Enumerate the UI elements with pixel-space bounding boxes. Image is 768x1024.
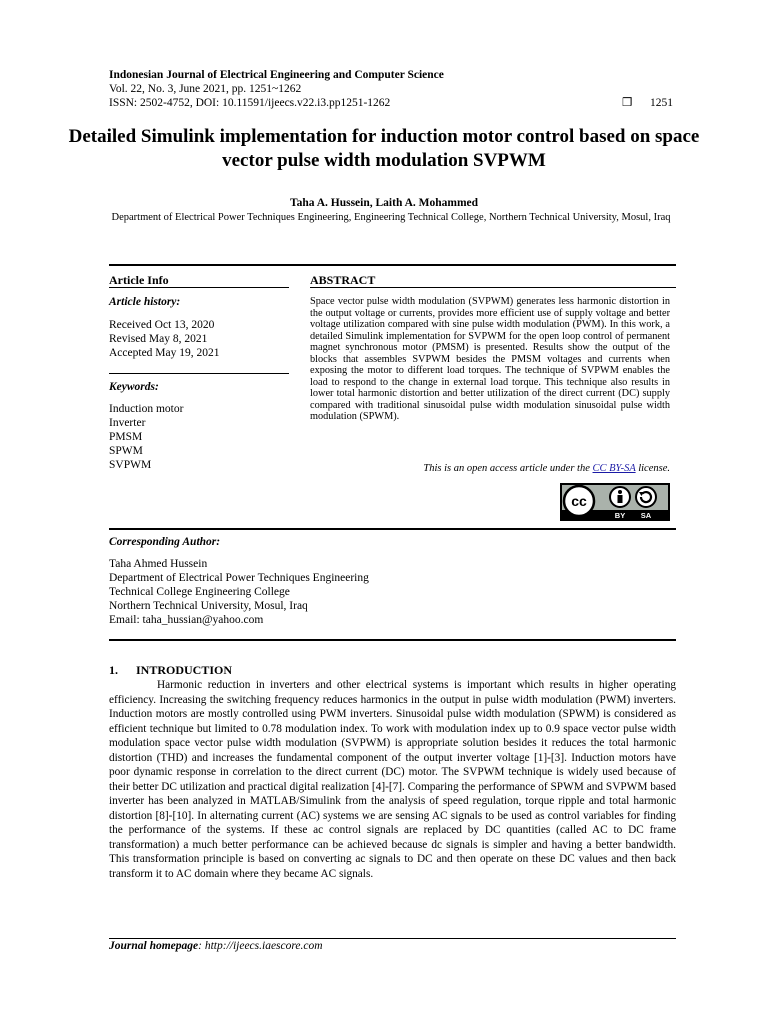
corresponding-name: Taha Ahmed Hussein <box>109 558 208 570</box>
keywords-rule <box>109 373 289 374</box>
article-history-list <box>109 318 220 360</box>
keyword-item: SVPWM <box>109 459 152 471</box>
corresponding-rule <box>109 639 676 641</box>
top-rule <box>109 264 676 266</box>
keywords-list <box>109 402 183 472</box>
license-link[interactable]: CC BY-SA <box>592 463 636 474</box>
license-prefix: This is an open access article under the <box>423 463 593 474</box>
journal-name: Indonesian Journal of Electrical Engineering and Computer Science <box>109 69 444 81</box>
keywords-heading: Keywords: <box>109 381 159 393</box>
badge-by-text: BY <box>614 511 626 520</box>
article-info-heading: Article Info <box>109 273 169 287</box>
article-history-heading: Article history: <box>109 296 181 308</box>
svg-text:cc: cc <box>571 493 587 509</box>
footer-rule <box>109 938 676 939</box>
cc-by-sa-icon <box>560 483 670 521</box>
open-access-note <box>310 463 670 474</box>
keyword-item: Inverter <box>109 417 146 429</box>
corresponding-university: Northern Technical University, Mosul, Iraq <box>109 600 308 612</box>
bottom-rule <box>109 528 676 530</box>
history-accepted: Accepted May 19, 2021 <box>109 347 220 359</box>
keyword-item: PMSM <box>109 431 143 443</box>
introduction-heading: 1. INTRODUCTION <box>109 663 233 677</box>
homepage-url[interactable]: : http://ijeecs.iaescore.com <box>198 940 323 952</box>
volume-info: Vol. 22, No. 3, June 2021, pp. 1251~1262 <box>109 83 302 95</box>
corresponding-heading: Corresponding Author: <box>109 536 221 548</box>
history-received: Received Oct 13, 2020 <box>109 319 215 331</box>
homepage-label: Journal homepage <box>109 940 199 952</box>
paper-title: Detailed Simulink implementation for induction motor control based on space vector pulse width modulation SVPWM <box>68 126 700 171</box>
abstract-heading: ABSTRACT <box>310 273 376 287</box>
history-revised: Revised May 8, 2021 <box>109 333 208 345</box>
page-number: 1251 <box>650 97 673 109</box>
keyword-item: SPWM <box>109 445 143 457</box>
affiliation: Department of Electrical Power Techniques Engineering, Engineering Technical College, Northern Technical University, Mosul, Iraq <box>111 212 671 223</box>
cc-by-sa-badge[interactable] <box>560 483 670 521</box>
introduction-text: Harmonic reduction in inverters and other electrical systems is important which results in higher operating efficiency. Increasing the switching frequency reduces harmonics in the output in pulse width modulation (PWM) inverters. Induction motors are mostly controlled using PWM inverters. Sinusoidal pulse width modulation (SPWM) is considered as efficient technique but limited to 0.78 modulation index. To work with modulation index up to 0.9 space vector pulse width modulation space vector pulse width modulation (SVPWM) is appropriate solution besides it reduces the total harmonic distortion (THD) and increases the fundamental component of the output inverter voltage [1]-[3]. Induction motors have poor dynamic response in correlation to the direct current (DC) motor. The SVPWM technique is widely used because of their better DC utilization and practical digital realization [4]-[7]. Comparing the performance of SPWM and SVPWM based inverter has been analyzed in MATLAB/Simulink from the analysis of speed regulation, torque ripple and total harmonic distortion [8]-[10]. In alternating current (AC) systems we are sensing AC signals to be used as control variables for finding the performance of the systems. If these ac control signals are replaced by DC quantities (called AC to DC frame transformation) a much better performance can be achieved because dc signals is simpler and having a better bandwidth. This transformation principle is based on converting ac signals to DC and then operate on these DC values and then back transform it to AC domain where they became AC signals. <box>109 679 676 880</box>
journal-homepage <box>109 940 323 952</box>
corresponding-details <box>109 557 369 627</box>
issn-doi: ISSN: 2502-4752, DOI: 10.11591/ijeecs.v22.i3.pp1251-1262 <box>109 97 391 109</box>
page-symbol-icon: ❒ <box>622 97 633 109</box>
license-suffix: license. <box>635 463 670 474</box>
corresponding-college: Technical College Engineering College <box>109 586 290 598</box>
corresponding-email: Email: taha_hussian@yahoo.com <box>109 614 264 626</box>
abstract-text: Space vector pulse width modulation (SVPWM) generates less harmonic distortion in the output voltage or currents, provides more efficient use of supply voltage and better voltage utilization compared with sine pulse width modulation (PWM). In this work, a detailed Simulink implementation for SVPWM for the open loop control of permanent magnet synchronous motor (PMSM) is presented. Results show the output of the blocks that assembles SVPWM besides the PMSM voltages and currents when exposing the motor to different load torques. The technique of SVPWM enables the load to respond to the change in external load torque. This technique also results in lower total harmonic distortion and better utilization of the direct current (DC) supply compared with traditional sinusoidal pulse width modulation sinusoidal pulse width modulation (SPWM). <box>310 296 670 422</box>
corresponding-dept: Department of Electrical Power Techniques Engineering <box>109 572 369 584</box>
badge-sa-text: SA <box>640 511 652 520</box>
authors: Taha A. Hussein, Laith A. Mohammed <box>289 197 479 209</box>
keyword-item: Induction motor <box>109 403 184 415</box>
